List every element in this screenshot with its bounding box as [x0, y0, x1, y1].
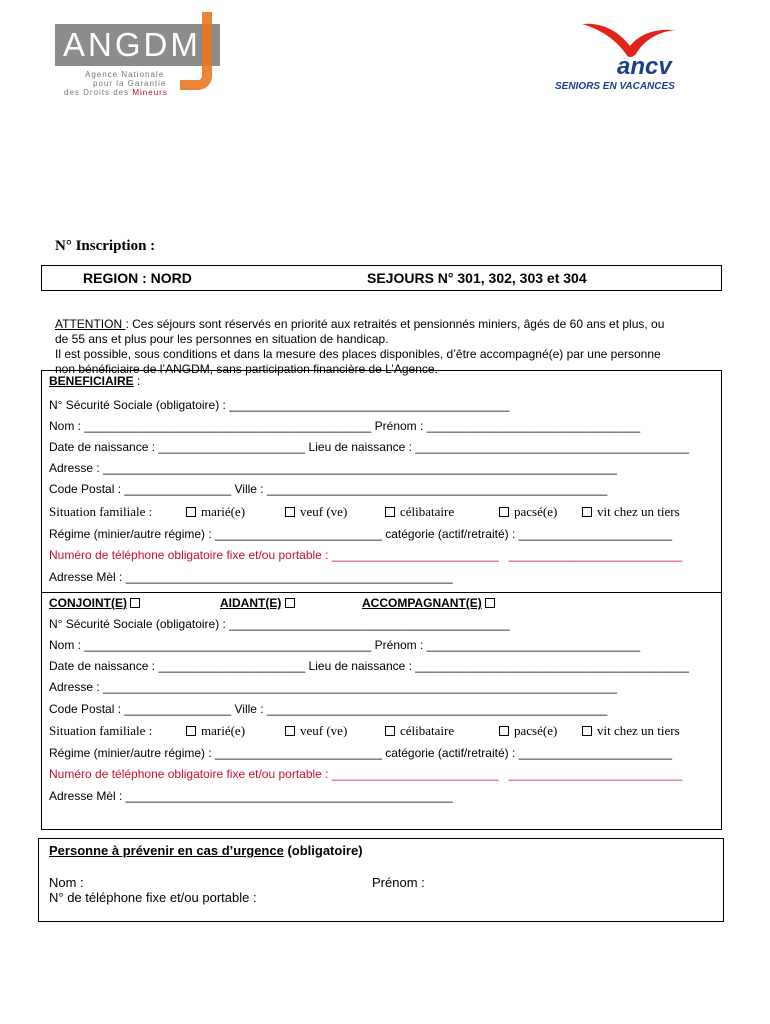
conj-cp-field[interactable]: Code Postal : ________________ Ville : ___________________________________________________ [49, 702, 608, 716]
benef-regime-field[interactable]: Régime (minier/autre régime) : _________________________ catégorie (actif/retraité) : _______________________ [49, 527, 673, 541]
ancv-logo-tagline: SENIORS EN VACANCES [555, 81, 675, 92]
benef-option-celibataire[interactable]: célibataire [385, 505, 454, 519]
beneficiaire-title: BENEFICIAIRE : [49, 374, 141, 388]
conj-secu-field[interactable]: N° Sécurité Sociale (obligatoire) : __________________________________________ [49, 617, 510, 631]
conj-option-pacse[interactable]: pacsé(e) [499, 724, 557, 738]
benef-naissance-field[interactable]: Date de naissance : ______________________ Lieu de naissance : _________________________________________ [49, 440, 689, 454]
angdm-logo [55, 10, 225, 100]
conj-nom-field[interactable]: Nom : ___________________________________________ Prénom : ________________________________ [49, 638, 641, 652]
angdm-logo-line1: Agence Nationale [85, 70, 165, 79]
option-aidant[interactable]: AIDANT(E) [220, 596, 300, 610]
option-conjoint[interactable]: CONJOINT(E) [49, 596, 145, 610]
benef-nom-field[interactable]: Nom : ___________________________________________ Prénom : ________________________________ [49, 419, 641, 433]
conj-naissance-field[interactable]: Date de naissance : ______________________ Lieu de naissance : _________________________________________ [49, 659, 689, 673]
conj-situation-label: Situation familiale : [49, 723, 153, 738]
benef-mail-field[interactable]: Adresse Mèl : _________________________________________________ [49, 570, 453, 584]
conj-option-veuf[interactable]: veuf (ve) [285, 724, 347, 738]
checkbox-icon[interactable] [582, 726, 592, 736]
angdm-logo-line3: des Droits des Mineurs [64, 88, 168, 97]
checkbox-icon[interactable] [582, 507, 592, 517]
conj-option-celibataire[interactable]: célibataire [385, 724, 454, 738]
angdm-logo-line2: pour la Garantie [93, 79, 167, 88]
urgence-prenom-field[interactable]: Prénom : [372, 875, 425, 890]
checkbox-icon[interactable] [186, 507, 196, 517]
attention-paragraph: ATTENTION : Ces séjours sont réservés en priorité aux retraités et pensionnés miniers, âgés de 60 ans et plus, ou de 55 ans et plus pour les personnes en situation de handicap. Il est possible, sous conditions et dans la mesure des places disponibles, d’être accompagné(e) par une personne non bénéficiaire de l’ANGDM, sans participation financière de L’Agence. [55, 317, 665, 376]
benef-secu-field[interactable]: N° Sécurité Sociale (obligatoire) : __________________________________________ [49, 398, 510, 412]
region-title: REGION : NORD [83, 270, 192, 286]
angdm-logo-name: ANGDM [63, 26, 201, 63]
benef-telephone-field[interactable]: Numéro de téléphone obligatoire fixe et/ou portable : _________________________ __________________________ [49, 548, 683, 562]
checkbox-icon[interactable] [285, 726, 295, 736]
checkbox-icon[interactable] [385, 507, 395, 517]
urgence-nom-field[interactable]: Nom : [49, 875, 84, 890]
benef-cp-field[interactable]: Code Postal : ________________ Ville : ___________________________________________________ [49, 482, 608, 496]
ancv-logo-name: ancv [617, 53, 672, 80]
checkbox-icon[interactable] [499, 507, 509, 517]
urgence-title: Personne à prévenir en cas d’urgence (obligatoire) [49, 843, 363, 858]
checkbox-icon[interactable] [130, 598, 140, 608]
ancv-logo [555, 18, 705, 98]
checkbox-icon[interactable] [186, 726, 196, 736]
checkbox-icon[interactable] [485, 598, 495, 608]
checkbox-icon[interactable] [385, 726, 395, 736]
urgence-telephone-field[interactable]: N° de téléphone fixe et/ou portable : [49, 890, 257, 905]
benef-option-veuf[interactable]: veuf (ve) [285, 505, 347, 519]
conj-regime-field[interactable]: Régime (minier/autre régime) : _________________________ catégorie (actif/retraité) : _______________________ [49, 746, 673, 760]
checkbox-icon[interactable] [285, 507, 295, 517]
conj-option-tiers[interactable]: vit chez un tiers [582, 724, 680, 738]
benef-option-marie[interactable]: marié(e) [186, 505, 245, 519]
conj-adresse-field[interactable]: Adresse : _____________________________________________________________________________ [49, 680, 617, 694]
conj-option-marie[interactable]: marié(e) [186, 724, 245, 738]
benef-adresse-field[interactable]: Adresse : _____________________________________________________________________________ [49, 461, 617, 475]
inscription-label: N° Inscription : [55, 238, 156, 254]
benef-option-tiers[interactable]: vit chez un tiers [582, 505, 680, 519]
conj-mail-field[interactable]: Adresse Mèl : _________________________________________________ [49, 789, 453, 803]
sejours-title: SEJOURS N° 301, 302, 303 et 304 [367, 270, 587, 286]
conj-telephone-field[interactable]: Numéro de téléphone obligatoire fixe et/ou portable : _________________________ __________________________ [49, 767, 683, 781]
header-box [41, 265, 722, 291]
checkbox-icon[interactable] [285, 598, 295, 608]
benef-situation-label: Situation familiale : [49, 504, 153, 519]
checkbox-icon[interactable] [499, 726, 509, 736]
section-divider [41, 592, 722, 593]
option-accompagnant[interactable]: ACCOMPAGNANT(E) [362, 596, 500, 610]
attention-label: ATTENTION [55, 317, 126, 331]
benef-option-pacse[interactable]: pacsé(e) [499, 505, 557, 519]
